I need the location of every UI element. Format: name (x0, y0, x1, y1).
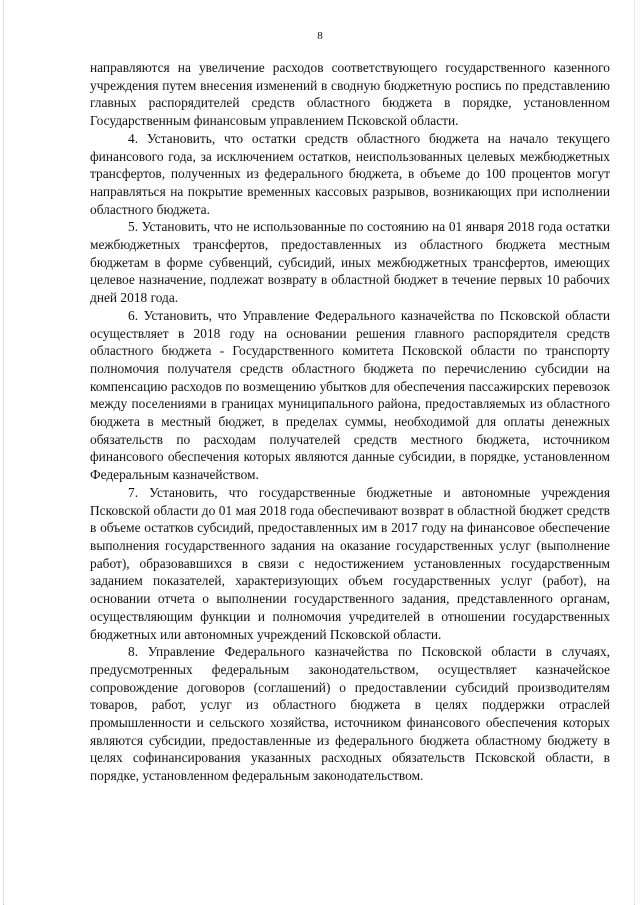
paragraph-item-4: 4. Установить, что остатки средств областного бюджета на начало текущего финансового года, за исключением остатков, неиспользованных целевых межбюджетных трансфертов, полученных из федерального бюджета, в объеме до 100 процентов могут направляться на покрытие временных кассовых разрывов, возникающих при исполнении областного бюджета. (90, 130, 610, 217)
paragraph-item-8: 8. Управление Федерального казначейства по Псковской области в случаях, предусмотренных федеральным законодательством, осуществляет казначейское сопровождение договоров (соглашений) о предоставлении субсидий производителям товаров, работ, услуг из областного бюджета в целях поддержки отраслей промышленности и сельского хозяйства, источником финансового обеспечения которых являются субсидии, предоставленные из федерального бюджета областному бюджету в целях софинансирования указанных расходных обязательств Псковской области, в порядке, установленном федеральным законодательством. (90, 644, 610, 784)
paragraph-item-7: 7. Установить, что государственные бюджетные и автономные учреждения Псковской области до 01 мая 2018 года обеспечивают возврат в областной бюджет средств в объеме остатков субсидий, предоставленных им в 2017 году на финансовое обеспечение выполнения государственного задания на оказание государственных услуг (выполнение работ), образовавшихся в связи с недостижением установленных государственным заданием показателей, характеризующих объем государственных услуг (работ), на основании отчета о выполнении государственного задания, представленного органам, осуществляющим функции и полномочия учредителей в отношении государственных бюджетных или автономных учреждений Псковской области. (90, 484, 610, 642)
paragraph-continuation: направляются на увеличение расходов соответствующего государственного казенного учреждения путем внесения изменений в сводную бюджетную роспись по представлению главных распорядителей средств областного бюджета в порядке, установленном Государственным финансовым управлением Псковской области. (90, 60, 610, 129)
paragraph-item-6: 6. Установить, что Управление Федерального казначейства по Псковской области осуществляет в 2018 году на основании решения главного распорядителя средств областного бюджета - Государственного комитета Псковской области по транспорту полномочия получателя средств областного бюджета по перечислению субсидии на компенсацию расходов по возмещению убытков для обеспечения пассажирских перевозок между поселениями в границах муниципального района, предоставляемых из областного бюджета в местный бюджет, в пределах суммы, необходимой для оплаты денежных обязательств по расходам получателей средств местного бюджета, источником финансового обеспечения которых являются данные субсидии, в порядке, установленном Федеральным казначейством. (90, 307, 610, 483)
scan-edge-left (3, 0, 5, 905)
page-number: 8 (317, 30, 323, 42)
paragraph-item-5: 5. Установить, что не использованные по состоянию на 01 января 2018 года остатки межбюджетных трансфертов, предоставленных из областного бюджета местным бюджетам в форме субвенций, субсидий, иных межбюджетных трансфертов, имеющих целевое назначение, подлежат возврату в областной бюджет в течение первых 10 рабочих дней 2018 года. (90, 219, 610, 306)
scan-edge-right (634, 0, 636, 905)
document-body (90, 59, 610, 785)
